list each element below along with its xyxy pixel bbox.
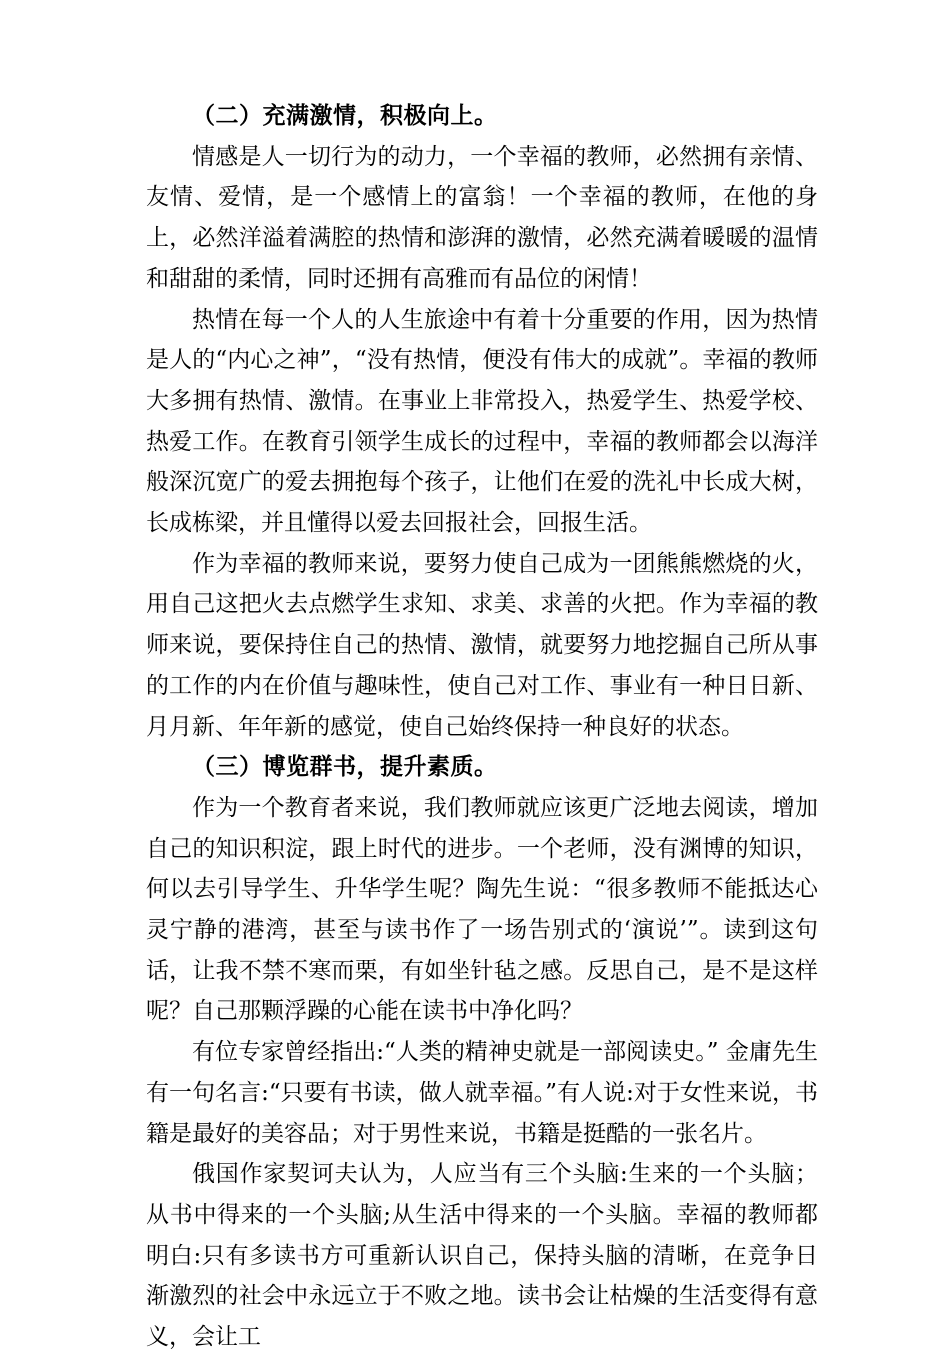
section-heading-3: （三）博览群书，提升素质。 [192,754,498,781]
paragraph: 情感是人一切行为的动力，一个幸福的教师，必然拥有亲情、友情、爱情，是一个感情上的富翁！一个幸福的教师，在他的身上，必然洋溢着满腔的热情和澎湃的激情，必然充满着暖暖的温情和甜甜的柔情，同时还拥有高雅而有品位的闲情！ [146,143,818,292]
document-page [146,96,818,1358]
paragraph: 俄国作家契诃夫认为，人应当有三个头脑:生来的一个头脑；从书中得来的一个头脑;从生活中得来的一个头脑。幸福的教师都明白:只有多读书方可重新认识自己，保持头脑的清晰，在竞争日渐激烈的社会中永远立于不败之地。读书会让枯燥的生活变得有意义，会让工 [146,1161,818,1351]
paragraph: 热情在每一个人的人生旅途中有着十分重要的作用，因为热情是人的“内心之神”，“没有热情，便没有伟大的成就”。幸福的教师大多拥有热情、激情。在事业上非常投入，热爱学生、热爱学校、热爱工作。在教育引领学生成长的过程中，幸福的教师都会以海洋般深沉宽广的爱去拥抱每个孩子，让他们在爱的洗礼中长成大树，长成栋梁，并且懂得以爱去回报社会，回报生活。 [146,306,818,537]
paragraph: 作为幸福的教师来说，要努力使自己成为一团熊熊燃烧的火，用自己这把火去点燃学生求知、求美、求善的火把。作为幸福的教师来说，要保持住自己的热情、激情，就要努力地挖掘自己所从事的工作的内在价值与趣味性，使自己对工作、事业有一种日日新、月月新、年年新的感觉，使自己始终保持一种良好的状态。 [146,550,818,740]
paragraph: 有位专家曾经指出:“人类的精神史就是一部阅读史。” 金庸先生有一句名言:“只要有书读，做人就幸福。”有人说:对于女性来说，书籍是最好的美容品；对于男性来说，书籍是挺酷的一张名片。 [146,1039,818,1147]
paragraph: 作为一个教育者来说，我们教师就应该更广泛地去阅读，增加自己的知识积淀，跟上时代的进步。一个老师，没有渊博的知识，何以去引导学生、升华学生呢？陶先生说：“很多教师不能抵达心灵宁静的港湾，甚至与读书作了一场告别式的‘演说’”。读到这句话，让我不禁不寒而栗，有如坐针毡之感。反思自己，是不是这样呢？自己那颗浮躁的心能在读书中净化吗？ [146,794,818,1025]
section-heading-2: （二）充满激情，积极向上。 [192,103,498,129]
